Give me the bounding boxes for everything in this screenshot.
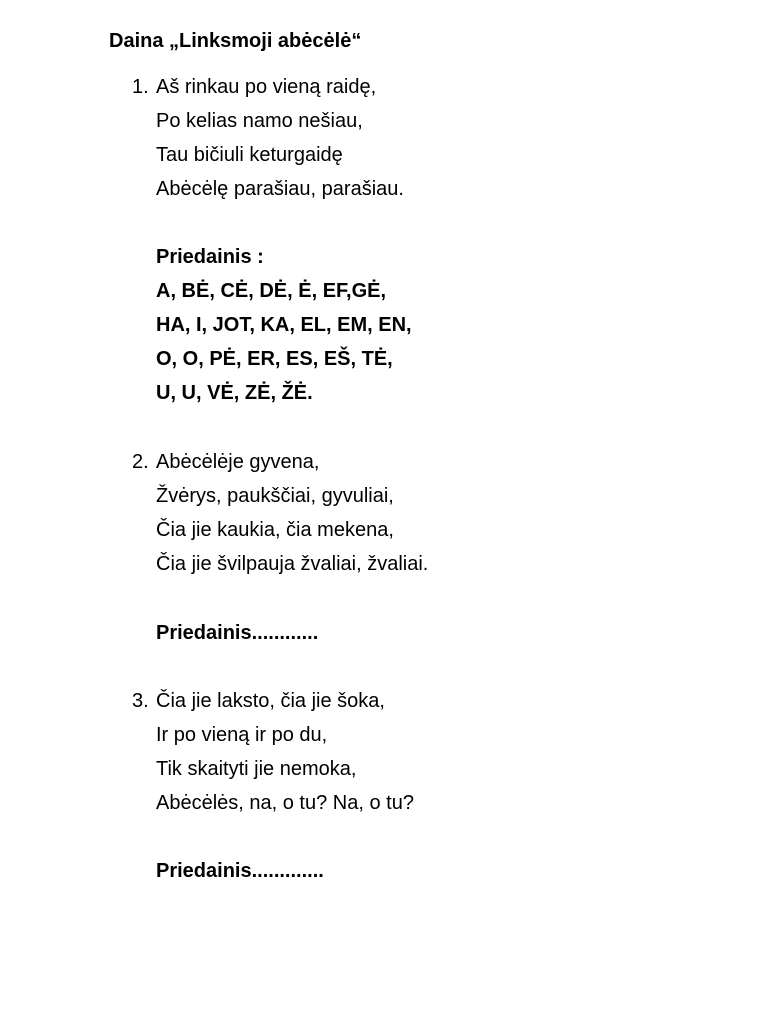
- chorus-line: HA, I, JOT, KA, EL, EM, EN,: [156, 314, 412, 336]
- verse-line: Čia jie laksto, čia jie šoka,: [156, 690, 385, 712]
- verse-line: Ir po vieną ir po du,: [156, 724, 328, 746]
- verse-line: Abėcėlėje gyvena,: [156, 451, 320, 473]
- verse-line: Po kelias namo nešiau,: [156, 110, 363, 132]
- chorus-reference: Priedainis.............: [156, 860, 324, 882]
- chorus-line: U, U, VĖ, ZĖ, ŽĖ.: [156, 382, 313, 404]
- chorus-heading: Priedainis :: [156, 246, 264, 268]
- verse-number: 3.: [132, 690, 149, 712]
- verse-line: Čia jie švilpauja žvaliai, žvaliai.: [156, 553, 429, 575]
- chorus-line: O, O, PĖ, ER, ES, EŠ, TĖ,: [156, 348, 393, 370]
- verse-line: Tik skaityti jie nemoka,: [156, 758, 357, 780]
- verse-line: Žvėrys, paukščiai, gyvuliai,: [156, 485, 394, 507]
- verse-line: Aš rinkau po vieną raidę,: [156, 76, 377, 98]
- verse-line: Tau bičiuli keturgaidę: [156, 144, 343, 166]
- chorus-reference: Priedainis............: [156, 622, 319, 644]
- verse-number: 2.: [132, 451, 149, 473]
- song-title: Daina „Linksmoji abėcėlė“: [109, 30, 362, 52]
- chorus-line: A, BĖ, CĖ, DĖ, Ė, EF,GĖ,: [156, 280, 387, 302]
- verse-line: Čia jie kaukia, čia mekena,: [156, 519, 394, 541]
- verse-line: Abėcėlės, na, o tu? Na, o tu?: [156, 792, 414, 814]
- verse-line: Abėcėlę parašiau, parašiau.: [156, 178, 404, 200]
- verse-number: 1.: [132, 76, 149, 98]
